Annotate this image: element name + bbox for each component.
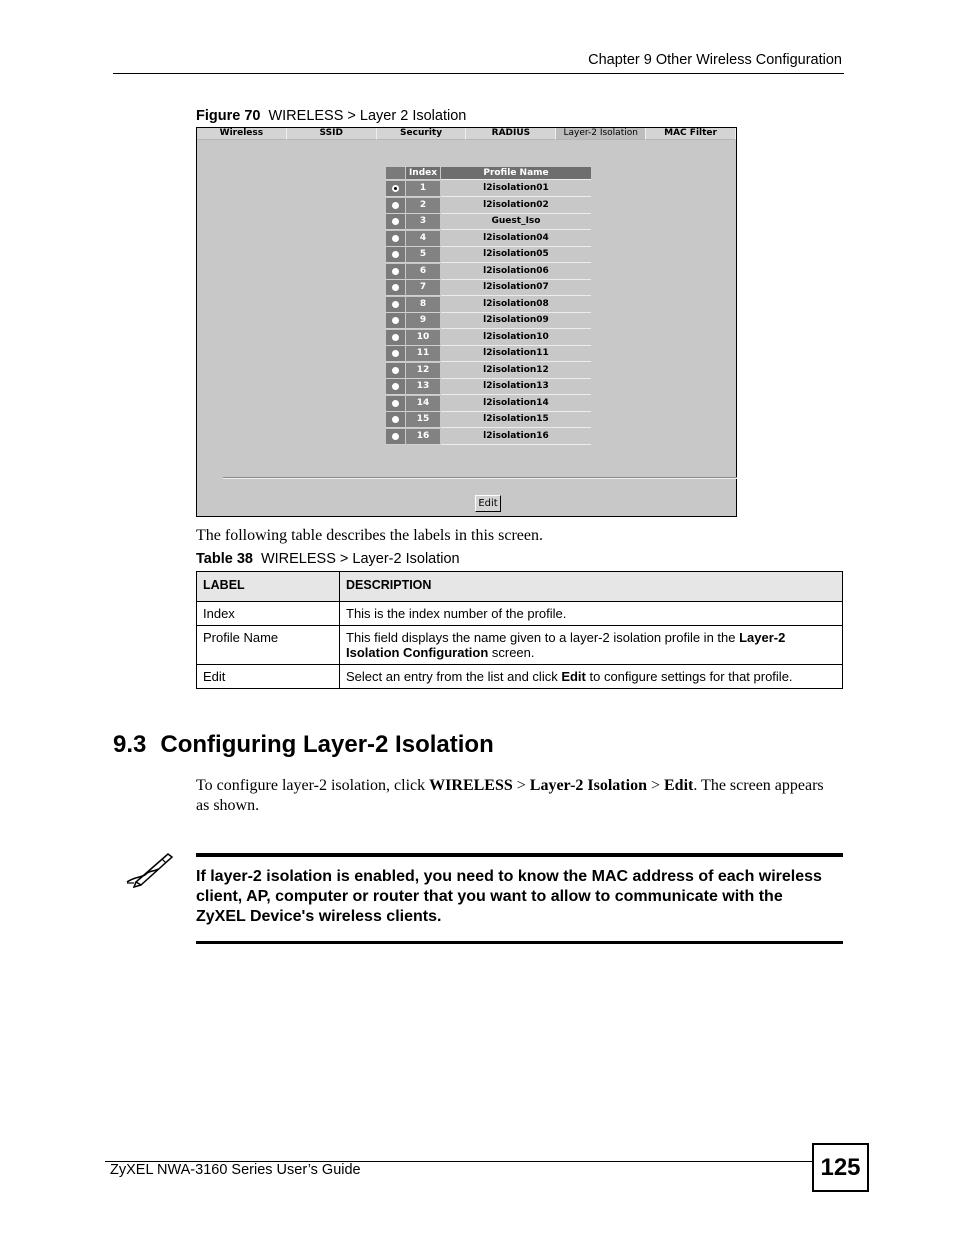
profile-rows [386,181,592,445]
figure-label: Figure 70 [196,108,261,124]
index-column-header: Index [406,167,440,180]
description-bold-term: Edit [561,669,586,684]
note-text: If layer-2 isolation is enabled, you need to know the MAC address of each wireless client, AP, computer or router that you want to allow to communicate with the ZyXEL Device's wireless clients. [196,868,822,925]
profile-radio-button[interactable] [392,218,399,225]
note-pen-icon [124,852,174,888]
profile-row[interactable] [386,181,592,198]
intro-text: The following table describes the labels in this screen. [196,527,544,544]
form-divider [223,477,737,479]
profile-row[interactable] [386,313,592,330]
header-rule [113,73,844,74]
chapter-header: Chapter 9 Other Wireless Configuration [588,52,842,68]
table-row [197,602,843,626]
profile-table [386,167,592,445]
profile-index: 3 [406,214,440,230]
profile-index: 13 [406,379,440,395]
profile-name-column-header: Profile Name [441,167,591,180]
profile-radio-button[interactable] [392,334,399,341]
profile-radio-button[interactable] [392,317,399,324]
description-text: to configure settings for that profile. [585,669,793,684]
edit-button[interactable]: Edit [475,495,501,512]
description-text: This is the index number of the profile. [346,606,567,621]
profile-name: l2isolation08 [441,297,591,313]
profile-name: l2isolation06 [441,264,591,280]
radio-cell [386,363,405,379]
profile-index: 2 [406,198,440,214]
profile-radio-button[interactable] [392,202,399,209]
profile-row[interactable] [386,379,592,396]
page-number: 125 [812,1143,869,1192]
separator: > [512,777,530,794]
profile-name: l2isolation13 [441,379,591,395]
radio-cell [386,379,405,395]
description-text: This field displays the name given to a layer-2 isolation profile in the [346,630,740,645]
radio-column-header [386,167,405,180]
profile-row[interactable] [386,264,592,281]
profile-radio-button[interactable] [392,185,399,192]
note-bottom-rule [196,941,843,944]
table-caption [196,551,460,567]
profile-index: 16 [406,429,440,445]
profile-row[interactable] [386,297,592,314]
row-label: Edit [197,665,340,689]
profile-radio-button[interactable] [392,367,399,374]
table-row [197,626,843,665]
profile-row[interactable] [386,396,592,413]
profile-index: 10 [406,330,440,346]
row-description [340,665,843,689]
profile-name: l2isolation16 [441,429,591,445]
profile-row[interactable] [386,330,592,347]
radio-cell [386,429,405,445]
profile-row[interactable] [386,247,592,264]
profile-index: 7 [406,280,440,296]
table-body [197,602,843,689]
table-header-row [197,572,843,602]
profile-row[interactable] [386,231,592,248]
section-heading [113,731,494,759]
profile-row[interactable] [386,280,592,297]
profile-name: l2isolation07 [441,280,591,296]
note-top-rule [196,853,843,857]
profile-radio-button[interactable] [392,416,399,423]
profile-row[interactable] [386,346,592,363]
tab-layer-2-isolation[interactable]: Layer-2 Isolation [556,128,646,140]
figure-title: WIRELESS > Layer 2 Isolation [268,108,467,124]
tab-wireless[interactable]: Wireless [197,128,287,140]
profile-index: 14 [406,396,440,412]
tab-mac-filter[interactable]: MAC Filter [646,128,736,140]
profile-index: 8 [406,297,440,313]
section-paragraph [196,776,836,816]
description-bold-term: Layer-2 Isolation Configuration [346,630,786,660]
section-number: 9.3 [113,731,147,758]
profile-index: 9 [406,313,440,329]
label-description-table [196,571,843,689]
profile-index: 15 [406,412,440,428]
table-row [197,665,843,689]
tab-security[interactable]: Security [377,128,467,140]
table-title: WIRELESS > Layer-2 Isolation [260,551,460,567]
section-title: Configuring Layer-2 Isolation [160,731,494,758]
profile-radio-button[interactable] [392,400,399,407]
description-text: Select an entry from the list and click [346,669,562,684]
tab-ssid[interactable]: SSID [287,128,377,140]
profile-name: l2isolation12 [441,363,591,379]
radio-cell [386,231,405,247]
radio-cell [386,264,405,280]
profile-radio-button[interactable] [392,433,399,440]
paragraph-text: To configure layer-2 isolation, click [196,777,430,794]
paragraph-text: . The screen appears as shown. [196,777,824,814]
profile-radio-button[interactable] [392,251,399,258]
profile-radio-button[interactable] [392,301,399,308]
row-description [340,626,843,665]
footer-guide-title: ZyXEL NWA-3160 Series User’s Guide [110,1162,361,1178]
profile-name: l2isolation02 [441,198,591,214]
profile-row[interactable] [386,214,592,231]
profile-name: l2isolation09 [441,313,591,329]
profile-name: l2isolation14 [441,396,591,412]
table-label: Table 38 [196,551,253,567]
profile-name: l2isolation11 [441,346,591,362]
profile-index: 6 [406,264,440,280]
radio-cell [386,181,405,197]
profile-name: l2isolation05 [441,247,591,263]
profile-table-header [386,167,592,181]
profile-name: l2isolation04 [441,231,591,247]
row-description [340,602,843,626]
row-label: Profile Name [197,626,340,665]
profile-name: l2isolation10 [441,330,591,346]
wireless-tab-bar [197,128,736,140]
description-text: screen. [488,645,535,660]
profile-index: 5 [406,247,440,263]
radio-cell [386,396,405,412]
radio-cell [386,313,405,329]
menu-layer2-isolation: Layer-2 Isolation [529,777,647,794]
tab-radius[interactable]: RADIUS [466,128,556,140]
menu-wireless: WIRELESS [429,777,513,794]
profile-index: 4 [406,231,440,247]
profile-radio-button[interactable] [392,235,399,242]
profile-radio-button[interactable] [392,350,399,357]
menu-edit: Edit [664,777,694,794]
profile-name: l2isolation01 [441,181,591,197]
profile-radio-button[interactable] [392,284,399,291]
layer2-isolation-screenshot [196,127,737,517]
row-label: Index [197,602,340,626]
radio-cell [386,198,405,214]
profile-name: Guest_Iso [441,214,591,230]
radio-cell [386,346,405,362]
radio-cell [386,247,405,263]
radio-cell [386,214,405,230]
label-column-header: LABEL [197,572,340,602]
figure-caption [196,108,466,124]
separator: > [646,777,664,794]
profile-radio-button[interactable] [392,383,399,390]
profile-radio-button[interactable] [392,268,399,275]
profile-row[interactable] [386,429,592,446]
profile-name: l2isolation15 [441,412,591,428]
profile-index: 11 [406,346,440,362]
radio-cell [386,280,405,296]
radio-cell [386,330,405,346]
profile-row[interactable] [386,412,592,429]
radio-cell [386,297,405,313]
radio-cell [386,412,405,428]
profile-index: 1 [406,181,440,197]
description-column-header: DESCRIPTION [340,572,843,602]
profile-row[interactable] [386,198,592,215]
profile-row[interactable] [386,363,592,380]
profile-index: 12 [406,363,440,379]
